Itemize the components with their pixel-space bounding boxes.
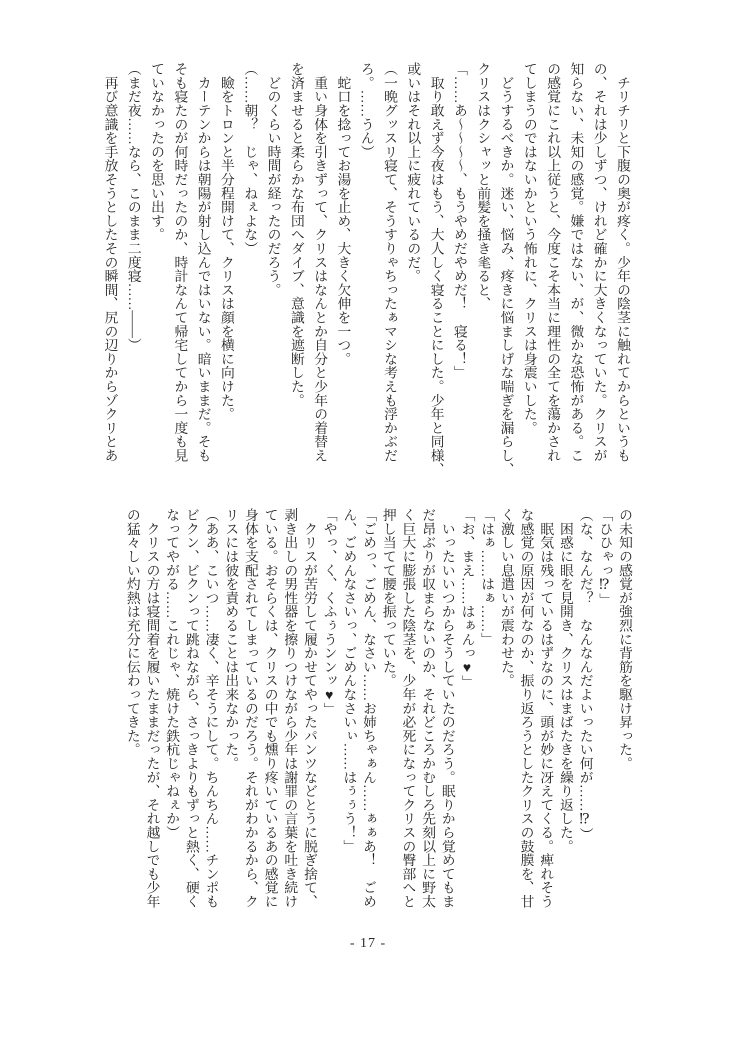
text-column: を済ませると柔らかな布団へダイブ、意識を遮断した。 (288, 62, 304, 407)
text-column: なってやがる……これじゃ、焼けた鉄杭じゃねぇか） (164, 508, 180, 840)
text-column: クリスはクシャッと前髪を掻き毟ると、 (475, 62, 491, 311)
text-column: 押し当てて腰を振っていた。 (380, 508, 396, 688)
text-column: カーテンからは朝陽が射し込んではいない。暗いままだ。そも (195, 62, 211, 463)
text-column: てしまうのではないかという怖れに、クリスは身震いした。 (521, 62, 537, 435)
text-column: 再び意識を手放そうとしたその瞬間、尻の辺りからゾクリとあ (102, 62, 118, 463)
text-column: クリスが苦労して履かせてやったパンツなどとうに脱ぎ捨て、 (302, 508, 317, 909)
text-column: 「……あ～～～～、もうやめだやめだ！ 寝る！」 (451, 62, 467, 380)
text-column: ろ。……うん） (358, 62, 374, 159)
text-column: 「はぁ……はぁ……」 (479, 508, 495, 646)
text-block-top (98, 62, 634, 478)
text-column: （……朝？ じゃ、ねぇよな） (242, 62, 258, 256)
text-column: 取り敢えず今夜はもう、大人しく寝ることにした。少年と同様、 (428, 62, 444, 476)
text-column: 「やっ、く、くふぅうンンッ♥」 (321, 508, 337, 717)
text-column: 知らない、未知の感覚。嫌ではない、が、微かな恐怖がある。こ (568, 62, 584, 463)
text-column: 眠気は残っているはずなのに、頭が妙に冴えてくる。痺れそう (538, 508, 554, 909)
text-column: ている。おそらくは、クリスの中でも燻り疼いているあの感覚に (262, 508, 278, 909)
text-column: 瞼をトロンと半分程開けて、クリスは顔を横に向けた。 (218, 62, 234, 421)
text-column: チリチリと下腹の奥が疼く。少年の陰茎に触れてからというも (615, 62, 630, 463)
text-column: クリスの方は寝間着を履いたままだったが、それ越しでも少年 (144, 508, 160, 909)
text-column: の、それは少しずつ、けれど確かに大きくなっていた。クリスが (591, 62, 607, 463)
text-column: （な、なんだ？ なんなんだよいったい何が……⁉） (577, 508, 593, 842)
text-column: 困惑に眼を見開き、クリスはまばたきを繰り返した。 (557, 508, 573, 853)
text-column: 重い身体を引きずって、クリスはなんとか自分と少年の着替え (312, 62, 328, 463)
text-column: な感覚の原因が何なのか、振り返ろうとしたクリスの鼓膜を、甘 (518, 508, 534, 909)
text-column: 「ひひゃっ⁉」 (597, 508, 613, 607)
text-column: 剥き出しの男性器を擦りつけながら少年は謝罪の言葉を吐き続け (282, 508, 298, 909)
text-column: の未知の感覚が強烈に背筋を駆け昇った。 (617, 508, 632, 771)
text-column: ていなかったのを思い出す。 (149, 62, 165, 242)
text-column: いったいいつからそうしていたのだろう。眠りから覚めてもま (439, 508, 455, 909)
text-column: 身体を支配されてしまっているのだろう。それがわかるから、ク (242, 508, 258, 909)
text-column: 「ごめっ、ごめん、なさい……お姉ちゃぁん……ぁぁあ！ ごめ (361, 508, 377, 909)
text-column: 蛇口を捻ってお湯を止め、大きく欠伸を一つ。 (335, 62, 351, 366)
text-column: の感覚にこれ以上従うと、今度こそ本当に理性の全てを蕩かされ (545, 62, 561, 463)
text-column: 「お、まえ……はぁんっ♥」 (459, 508, 475, 689)
text-column: そも寝たのが何時だったのか、時計なんて帰宅してから一度も見 (172, 62, 188, 463)
text-column: 或いはそれ以上に疲れているのだ。 (405, 62, 421, 283)
text-column: の猛々しい灼熱は充分に伝わってきた。 (124, 508, 140, 757)
text-column: く巨大に膨張した陰茎を、少年が必死になってクリスの臀部へと (400, 508, 416, 909)
text-column: （ああ、こいつ……凄く、辛そうにして。ちんちん……チンポも (203, 508, 219, 909)
text-column: どうするべきか。迷い、悩み、疼きに悩ましげな喘ぎを漏らし、 (498, 62, 514, 476)
text-column: だ昂ぶりが収まらないのか、それどころかむしろ先刻以上に野太 (420, 508, 436, 909)
text-column: く激しい息遣いが震わせた。 (498, 508, 514, 688)
text-column: どのくらい時間が経ったのだろう。 (265, 62, 281, 297)
page-number: - 17 - (349, 936, 387, 951)
text-column: リスには彼を責めることは出来なかった。 (223, 508, 239, 771)
text-block-bottom (122, 508, 634, 934)
text-column: （一晩グッスリ寝て、そうすりゃちったぁマシな考えも浮かぶだ (382, 62, 398, 463)
text-column: ビクン、ビクンって跳ねながら、さっきよりもずっと熱く、硬く (183, 508, 199, 909)
text-column: （まだ夜……なら、このまま二度寝……――） (125, 62, 141, 352)
text-column: ん、ごめんなさいっ、ごめんなさいぃ……はぅぅう！」 (341, 508, 357, 853)
